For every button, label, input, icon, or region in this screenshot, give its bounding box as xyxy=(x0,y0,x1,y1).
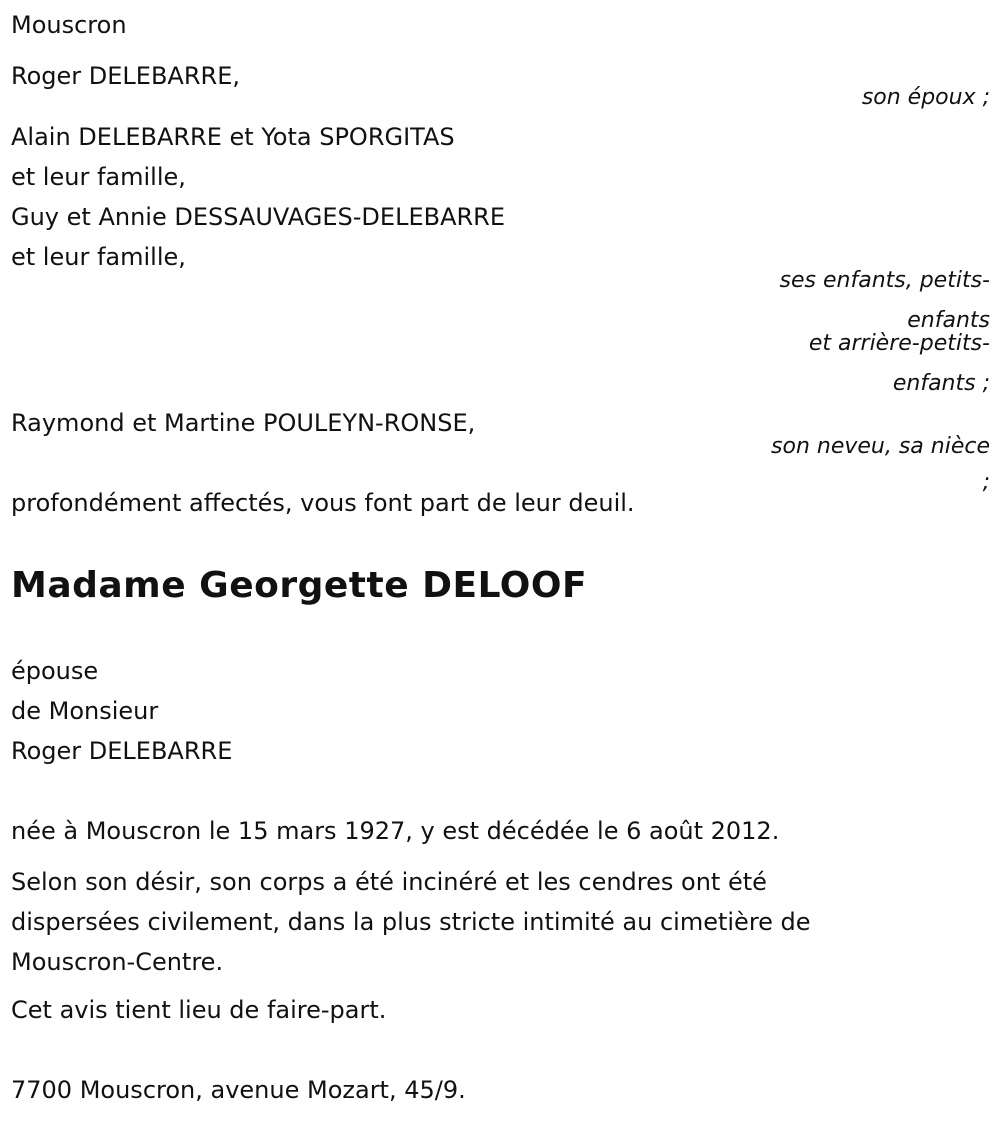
nephew-role-line-2: ; xyxy=(982,470,990,495)
nephew-name: Raymond et Martine POULEYN-RONSE, xyxy=(11,409,476,437)
children-role-line-1: ses enfants, petits- xyxy=(779,268,990,293)
spouse-line-3: Roger DELEBARRE xyxy=(11,737,233,765)
husband-role: son époux ; xyxy=(861,85,990,110)
children-line-4: et leur famille, xyxy=(11,243,186,271)
spouse-line-2: de Monsieur xyxy=(11,697,159,725)
address-line: 7700 Mouscron, avenue Mozart, 45/9. xyxy=(11,1076,466,1104)
children-role-line-2: enfants xyxy=(907,308,990,333)
children-line-3: Guy et Annie DESSAUVAGES-DELEBARRE xyxy=(11,203,506,231)
closing-sentence: profondément affectés, vous font part de leur deuil. xyxy=(11,489,635,517)
spouse-line-1: épouse xyxy=(11,657,99,685)
cremation-line-2: dispersées civilement, dans la plus stricte intimité au cimetière de xyxy=(11,908,811,936)
birth-death-line: née à Mouscron le 15 mars 1927, y est décédée le 6 août 2012. xyxy=(11,817,780,845)
children-line-2: et leur famille, xyxy=(11,163,186,191)
cremation-line-3: Mouscron-Centre. xyxy=(11,948,224,976)
deceased-name: Madame Georgette DELOOF xyxy=(11,565,588,606)
notice-line: Cet avis tient lieu de faire-part. xyxy=(11,996,387,1024)
children-role-line-3: et arrière-petits- xyxy=(808,331,990,356)
children-role-line-4: enfants ; xyxy=(892,371,990,396)
nephew-role-line-1: son neveu, sa nièce xyxy=(771,434,990,459)
children-line-1: Alain DELEBARRE et Yota SPORGITAS xyxy=(11,123,455,151)
cremation-line-1: Selon son désir, son corps a été incinéré et les cendres ont été xyxy=(11,868,767,896)
husband-name: Roger DELEBARRE, xyxy=(11,62,240,90)
city-heading: Mouscron xyxy=(11,11,127,39)
